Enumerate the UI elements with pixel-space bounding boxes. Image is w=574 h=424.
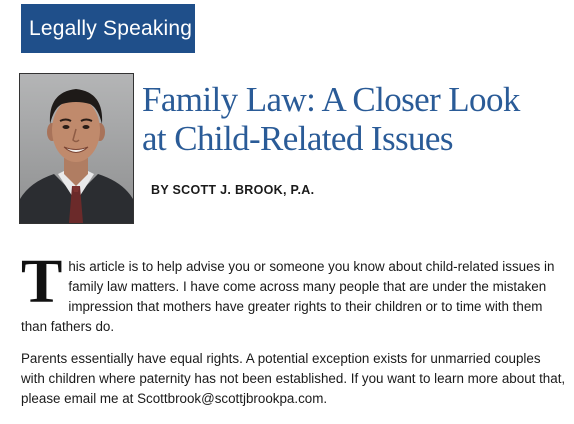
headline-line-1: Family Law: A Closer Look (142, 80, 520, 119)
author-photo (19, 73, 134, 224)
paragraph-2: Parents essentially have equal rights. A potential exception exists for unmarried couples with children where paternity has not been established. If you want to learn more about that, please email me at Scottbrook@scottjbrookpa.com. (21, 351, 566, 406)
section-banner (21, 4, 195, 53)
article-headline (142, 80, 572, 158)
headline-line-2: at Child-Related Issues (142, 119, 453, 158)
drop-cap: T (21, 248, 63, 316)
byline: BY SCOTT J. BROOK, P.A. (151, 183, 315, 197)
section-title: Legally Speaking (29, 17, 193, 40)
paragraph-1-text: his article is to help advise you or someone you know about child-related issues in family law matters. I have come across many people that are under the mistaken impression that mothers have greater rights to their children or to time with them than fathers do. (21, 259, 555, 334)
paragraph-1 (21, 248, 566, 337)
